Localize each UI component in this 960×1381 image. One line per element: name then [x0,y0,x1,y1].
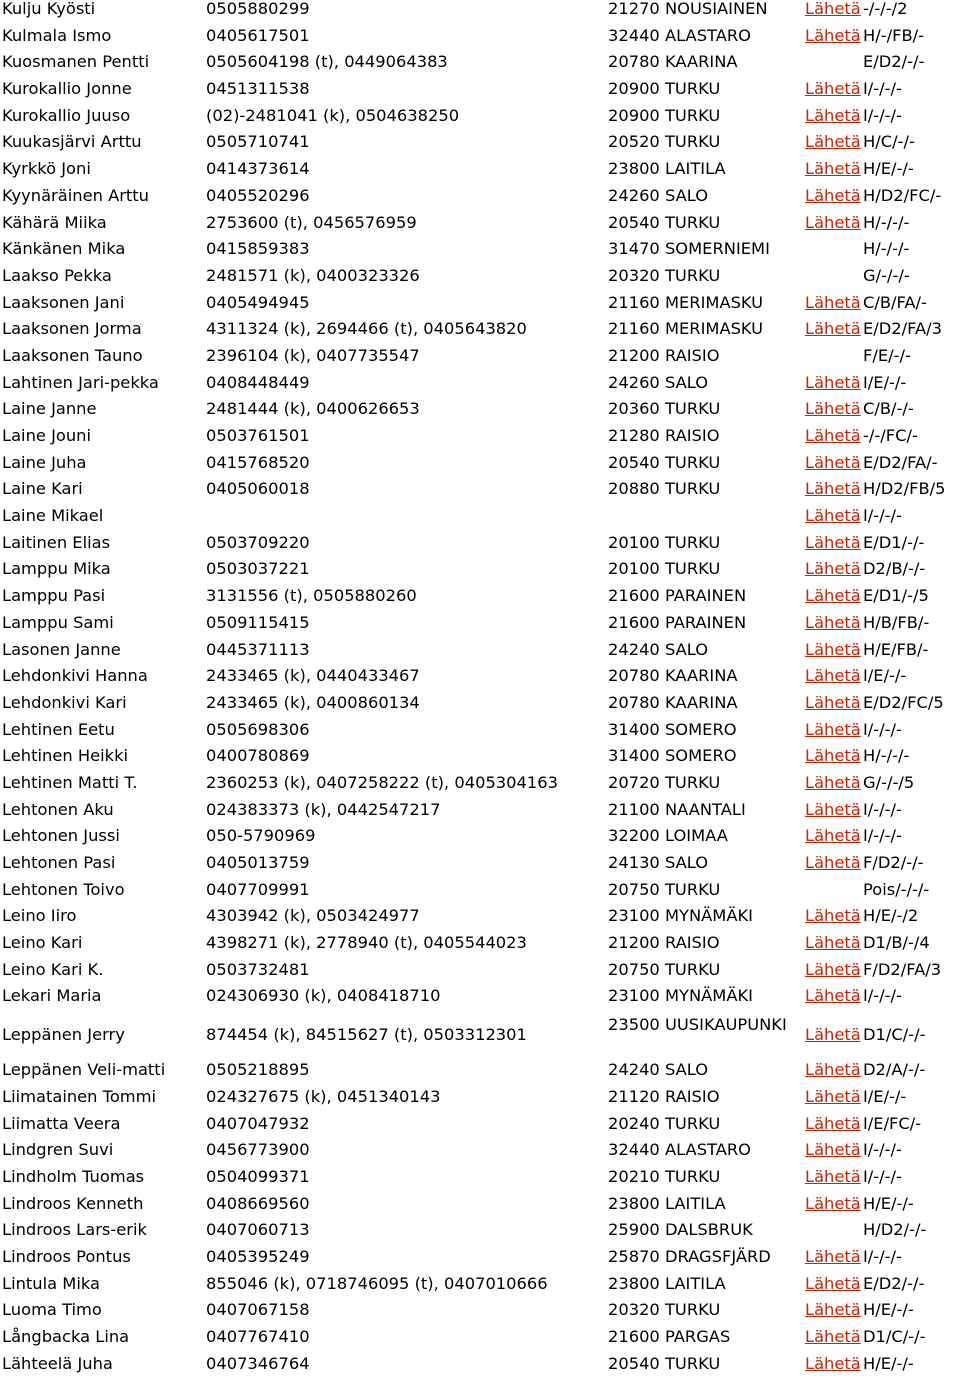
member-phone: 0405013759 [206,853,310,872]
member-name: Leppänen Veli-matti [2,1060,166,1080]
member-class: D1/C/-/- [863,1327,926,1346]
table-row [0,721,960,748]
send-link[interactable]: Lähetä [805,986,861,1006]
member-phone: 0405060018 [206,479,310,499]
send-link[interactable]: Lähetä [805,799,861,819]
member-postal-city: 23800 LAITILA [608,1193,726,1213]
member-phone: 0505698306 [206,719,310,739]
member-postal-city: 24260 SALO [608,372,709,392]
member-class: I/-/-/- [863,1246,902,1266]
member-name: Lähteelä Juha [2,1353,113,1373]
member-phone: 0415768520 [206,452,310,472]
member-class: H/D2/FB/5 [863,479,946,499]
send-link[interactable]: Lähetä [805,506,861,526]
member-name: Lekari Maria [2,986,102,1006]
send-link[interactable]: Lähetä [805,746,861,766]
send-link[interactable]: Lähetä [805,906,861,926]
member-name: Lindroos Lars-erik [2,1220,147,1240]
member-postal-city: 21270 NOUSIAINEN [608,0,768,18]
member-phone: 2433465 (k), 0400860134 [206,692,420,712]
table-row [0,1221,960,1248]
table-row [0,614,960,641]
member-phone: 2396104 (k), 0407735547 [206,345,420,365]
member-phone: 0503037221 [206,559,310,579]
table-row [0,641,960,668]
member-name: Lehtonen Pasi [2,853,116,872]
member-phone: 0509115415 [206,612,310,632]
send-link[interactable]: Lähetä [805,132,861,152]
send-link[interactable]: Lähetä [805,1025,861,1045]
member-name: Lahtinen Jari-pekka [2,372,159,392]
member-phone: 4303942 (k), 0503424977 [206,906,420,926]
table-row [0,1301,960,1328]
table-row [0,133,960,160]
table-row [0,400,960,427]
member-name: Lehdonkivi Hanna [2,666,148,686]
table-row [0,1248,960,1275]
table-row [0,1141,960,1168]
send-link[interactable]: Lähetä [805,399,861,419]
table-row [0,1275,960,1302]
member-class: -/-/-/2 [863,0,908,18]
member-postal-city: 21280 RAISIO [608,426,720,445]
member-class: D1/C/-/- [863,1025,926,1045]
table-row [0,801,960,828]
member-postal-city: 21600 PARAINEN [608,586,747,606]
member-phone: 4311324 (k), 2694466 (t), 0405643820 [206,319,527,339]
send-link[interactable]: Lähetä [805,185,861,205]
member-class: I/-/-/- [863,1140,902,1160]
member-class: H/D2/FC/- [863,185,942,205]
send-link[interactable]: Lähetä [805,1166,861,1186]
table-row [0,0,960,27]
member-postal-city: 24130 SALO [608,853,709,872]
member-phone: 0503761501 [206,426,310,445]
member-phone: 0407767410 [206,1327,310,1346]
send-link[interactable]: Lähetä [805,532,861,552]
member-phone: 0456773900 [206,1140,310,1160]
member-postal-city: 21600 PARGAS [608,1327,731,1346]
member-postal-city: 20750 TURKU [608,959,721,979]
member-phone: 2433465 (k), 0440433467 [206,666,420,686]
member-phone: 0408448449 [206,372,310,392]
table-row [0,747,960,774]
send-link[interactable]: Lähetä [805,25,861,45]
send-link[interactable]: Lähetä [805,826,861,846]
table-row [0,667,960,694]
member-phone: 2481444 (k), 0400626653 [206,399,420,419]
member-class: H/B/FB/- [863,612,930,632]
member-class: I/-/-/- [863,719,902,739]
member-name: Lindroos Kenneth [2,1193,144,1213]
member-phone: 0503732481 [206,959,310,979]
send-link[interactable]: Lähetä [805,1300,861,1320]
member-class: E/D1/-/- [863,532,925,552]
send-link[interactable]: Lähetä [805,159,861,179]
member-postal-city: 21160 MERIMASKU [608,319,764,339]
send-link[interactable]: Lähetä [805,79,861,99]
member-phone: 4398271 (k), 2778940 (t), 0405544023 [206,933,527,953]
member-postal-city: 25870 DRAGSFJÄRD [608,1246,771,1266]
table-row [0,587,960,614]
member-class: -/-/FC/- [863,426,918,445]
member-class: D2/A/-/- [863,1060,926,1080]
send-link[interactable]: Lähetä [805,933,861,953]
member-class: D1/B/-/4 [863,933,930,953]
member-phone: 0505604198 (t), 0449064383 [206,52,448,72]
member-phone: 0407346764 [206,1353,310,1373]
send-link[interactable]: Lähetä [805,1353,861,1373]
member-phone: 0407047932 [206,1113,310,1133]
member-phone: 855046 (k), 0718746095 (t), 0407010666 [206,1273,548,1293]
member-postal-city: 21160 MERIMASKU [608,292,764,312]
send-link[interactable]: Lähetä [805,1140,861,1160]
member-postal-city: 21100 NAANTALI [608,799,746,819]
member-postal-city: 21200 RAISIO [608,345,720,365]
table-row [0,1014,960,1061]
member-class: D2/B/-/- [863,559,926,579]
member-class: I/E/-/- [863,1086,907,1106]
member-class: I/E/FC/- [863,1113,922,1133]
table-row [0,961,960,988]
member-postal-city: 23100 MYNÄMÄKI [608,906,753,926]
member-class: E/D2/FC/5 [863,692,944,712]
member-class: H/E/-/2 [863,906,919,926]
table-row [0,774,960,801]
table-row [0,507,960,534]
member-phone: 0505880299 [206,0,310,18]
member-postal-city: 31400 SOMERO [608,719,737,739]
table-row [0,907,960,934]
member-name: Långbacka Lina [2,1327,130,1346]
member-postal-city: 31470 SOMERNIEMI [608,239,770,259]
member-phone: 0415859383 [206,239,310,259]
send-link[interactable]: Lähetä [805,292,861,312]
member-class: I/E/-/- [863,666,907,686]
table-row [0,374,960,401]
member-postal-city: 20780 KAARINA [608,52,738,72]
table-row [0,881,960,908]
member-name: Leppänen Jerry [2,1025,125,1045]
send-link[interactable]: Lähetä [805,372,861,392]
member-postal-city: 20540 TURKU [608,1353,721,1373]
member-phone: 0504099371 [206,1166,310,1186]
send-link[interactable]: Lähetä [805,692,861,712]
member-phone: 874454 (k), 84515627 (t), 0503312301 [206,1025,527,1045]
table-row [0,347,960,374]
member-phone: 0400780869 [206,746,310,766]
member-class: H/E/-/- [863,1353,914,1373]
member-postal-city: 20750 TURKU [608,879,721,899]
table-row [0,80,960,107]
send-link[interactable]: Lähetä [805,212,861,232]
table-row [0,1088,960,1115]
member-postal-city: 20900 TURKU [608,105,721,125]
member-postal-city: 20520 TURKU [608,132,721,152]
member-phone: 0405617501 [206,25,310,45]
member-name: Kyrkkö Joni [2,159,91,179]
member-postal-city: 20360 TURKU [608,399,721,419]
member-postal-city: 23100 MYNÄMÄKI [608,986,753,1006]
member-name: Laitinen Elias [2,532,111,552]
send-link[interactable]: Lähetä [805,1113,861,1133]
member-phone: 024306930 (k), 0408418710 [206,986,441,1006]
member-class: F/E/-/- [863,345,911,365]
table-row [0,1328,960,1355]
member-name: Liimatainen Tommi [2,1086,157,1106]
table-row [0,827,960,854]
table-row [0,534,960,561]
member-postal-city: 23800 LAITILA [608,1273,726,1293]
member-name: Lehtinen Matti T. [2,772,138,792]
member-phone: 0414373614 [206,159,310,179]
send-link[interactable]: Lähetä [805,452,861,472]
member-phone: 3131556 (t), 0505880260 [206,586,417,606]
member-name: Kurokallio Juuso [2,105,131,125]
member-postal-city: 20320 TURKU [608,265,721,285]
member-name: Kulju Kyösti [2,0,96,18]
member-phone: 0445371113 [206,639,310,659]
member-name: Lamppu Sami [2,612,114,632]
member-postal-city: 20100 TURKU [608,532,721,552]
member-class: G/-/-/5 [863,772,915,792]
member-postal-city: 31400 SOMERO [608,746,737,766]
member-class: G/-/-/- [863,265,910,285]
member-postal-city: 24260 SALO [608,185,709,205]
member-postal-city: 23500 UUSIKAUPUNKI [608,1015,787,1035]
send-link[interactable]: Lähetä [805,612,861,632]
member-postal-city: 20720 TURKU [608,772,721,792]
member-class: I/-/-/- [863,986,902,1006]
member-name: Laine Juha [2,452,87,472]
member-name: Luoma Timo [2,1300,102,1320]
member-name: Kuosmanen Pentti [2,52,150,72]
member-phone: 050-5790969 [206,826,316,846]
member-class: Pois/-/-/- [863,879,930,899]
table-row [0,320,960,347]
table-row [0,27,960,54]
member-phone: 0503709220 [206,532,310,552]
member-class: C/B/FA/- [863,292,927,312]
member-name: Lehtonen Jussi [2,826,120,846]
member-name: Liimatta Veera [2,1113,121,1133]
send-link[interactable]: Lähetä [805,853,861,872]
send-link[interactable]: Lähetä [805,426,861,445]
member-class: H/C/-/- [863,132,915,152]
send-link[interactable]: Lähetä [805,586,861,606]
table-row [0,187,960,214]
send-link[interactable]: Lähetä [805,105,861,125]
send-link[interactable]: Lähetä [805,319,861,339]
member-class: I/-/-/- [863,826,902,846]
table-row [0,1195,960,1222]
member-class: H/-/FB/- [863,25,924,45]
member-postal-city: 32440 ALASTARO [608,25,751,45]
member-phone: 2753600 (t), 0456576959 [206,212,417,232]
member-name: Laaksonen Jani [2,292,125,312]
member-class: H/E/-/- [863,1300,914,1320]
member-postal-city: 24240 SALO [608,1060,709,1080]
member-name: Lamppu Mika [2,559,111,579]
member-name: Laaksonen Tauno [2,345,143,365]
member-class: H/E/FB/- [863,639,929,659]
send-link[interactable]: Lähetä [805,772,861,792]
member-phone: 0405494945 [206,292,310,312]
member-class: F/D2/-/- [863,853,924,872]
member-phone: 2481571 (k), 0400323326 [206,265,420,285]
member-postal-city: 32440 ALASTARO [608,1140,751,1160]
member-name: Laine Janne [2,399,97,419]
table-row [0,987,960,1014]
member-name: Laine Jouni [2,426,92,445]
table-row [0,454,960,481]
member-class: F/D2/FA/3 [863,959,942,979]
member-postal-city: 21200 RAISIO [608,933,720,953]
member-class: I/-/-/- [863,79,902,99]
table-row [0,480,960,507]
send-link[interactable]: Lähetä [805,959,861,979]
table-row [0,1355,960,1381]
send-link[interactable]: Lähetä [805,479,861,499]
member-name: Laaksonen Jorma [2,319,142,339]
member-class: H/E/-/- [863,1193,914,1213]
send-link[interactable]: Lähetä [805,666,861,686]
member-postal-city: 21120 RAISIO [608,1086,720,1106]
table-row [0,854,960,881]
member-name: Känkänen Mika [2,239,126,259]
table-row [0,1115,960,1142]
member-class: H/-/-/- [863,239,910,259]
member-name: Lehdonkivi Kari [2,692,127,712]
member-name: Kyynäräinen Arttu [2,185,149,205]
member-phone: 0408669560 [206,1193,310,1213]
member-phone: 0407060713 [206,1220,310,1240]
table-row [0,214,960,241]
send-link[interactable]: Lähetä [805,1060,861,1080]
member-name: Lehtonen Toivo [2,879,125,899]
member-class: I/-/-/- [863,1166,902,1186]
member-class: H/-/-/- [863,212,910,232]
member-postal-city: 20880 TURKU [608,479,721,499]
member-phone: 0405395249 [206,1246,310,1266]
member-class: E/D1/-/5 [863,586,929,606]
table-row [0,694,960,721]
member-name: Leino Kari [2,933,83,953]
member-name: Lehtinen Heikki [2,746,129,766]
member-class: H/D2/-/- [863,1220,927,1240]
member-postal-city: 20100 TURKU [608,559,721,579]
member-name: Lindgren Suvi [2,1140,114,1160]
member-name: Kähärä Miika [2,212,107,232]
table-row [0,267,960,294]
member-phone: 0505710741 [206,132,310,152]
member-name: Laine Mikael [2,506,104,526]
member-class: I/-/-/- [863,105,902,125]
member-class: E/D2/-/- [863,1273,925,1293]
member-postal-city: 20210 TURKU [608,1166,721,1186]
member-name: Leino Kari K. [2,959,104,979]
member-postal-city: 20780 KAARINA [608,666,738,686]
send-link[interactable]: Lähetä [805,719,861,739]
send-link[interactable]: Lähetä [805,639,861,659]
member-class: E/D2/FA/- [863,452,938,472]
member-postal-city: 23800 LAITILA [608,159,726,179]
member-name: Lasonen Janne [2,639,121,659]
member-class: I/-/-/- [863,799,902,819]
member-class: I/-/-/- [863,506,902,526]
member-name: Lintula Mika [2,1273,100,1293]
table-row [0,427,960,454]
member-name: Lehtonen Aku [2,799,114,819]
member-phone: 0407067158 [206,1300,310,1320]
member-postal-city: 32200 LOIMAA [608,826,728,846]
member-postal-city: 20780 KAARINA [608,692,738,712]
member-class: C/B/-/- [863,399,914,419]
table-row [0,1061,960,1088]
send-link[interactable]: Lähetä [805,1193,861,1213]
table-row [0,107,960,134]
member-phone: 2360253 (k), 0407258222 (t), 0405304163 [206,772,558,792]
member-name: Lamppu Pasi [2,586,106,606]
send-link[interactable]: Lähetä [805,0,861,18]
send-link[interactable]: Lähetä [805,559,861,579]
member-phone: 0407709991 [206,879,310,899]
send-link[interactable]: Lähetä [805,1086,861,1106]
member-class: E/D2/-/- [863,52,925,72]
table-row [0,560,960,587]
member-class: H/-/-/- [863,746,910,766]
member-postal-city: 20240 TURKU [608,1113,721,1133]
member-name: Kulmala Ismo [2,25,112,45]
member-name: Lindholm Tuomas [2,1166,145,1186]
member-name: Laakso Pekka [2,265,112,285]
member-name: Lindroos Pontus [2,1246,131,1266]
send-link[interactable]: Lähetä [805,1273,861,1293]
member-phone: 024327675 (k), 0451340143 [206,1086,441,1106]
member-name: Laine Kari [2,479,83,499]
table-row [0,294,960,321]
member-class: I/E/-/- [863,372,907,392]
table-row [0,160,960,187]
member-phone: 024383373 (k), 0442547217 [206,799,441,819]
send-link[interactable]: Lähetä [805,1246,861,1266]
member-phone: 0451311538 [206,79,310,99]
member-class: H/E/-/- [863,159,914,179]
member-postal-city: 20540 TURKU [608,452,721,472]
member-name: Kuukasjärvi Arttu [2,132,142,152]
member-name: Kurokallio Jonne [2,79,132,99]
member-postal-city: 24240 SALO [608,639,709,659]
member-phone: 0505218895 [206,1060,310,1080]
member-phone: 0405520296 [206,185,310,205]
member-name: Leino Iiro [2,906,77,926]
member-class: E/D2/FA/3 [863,319,943,339]
table-row [0,1168,960,1195]
member-postal-city: 21600 PARAINEN [608,612,747,632]
table-row [0,53,960,80]
member-postal-city: 20320 TURKU [608,1300,721,1320]
member-postal-city: 25900 DALSBRUK [608,1220,753,1240]
table-row [0,240,960,267]
member-postal-city: 20900 TURKU [608,79,721,99]
member-postal-city: 20540 TURKU [608,212,721,232]
send-link[interactable]: Lähetä [805,1327,861,1346]
member-phone: (02)-2481041 (k), 0504638250 [206,105,460,125]
table-row [0,934,960,961]
member-name: Lehtinen Eetu [2,719,115,739]
